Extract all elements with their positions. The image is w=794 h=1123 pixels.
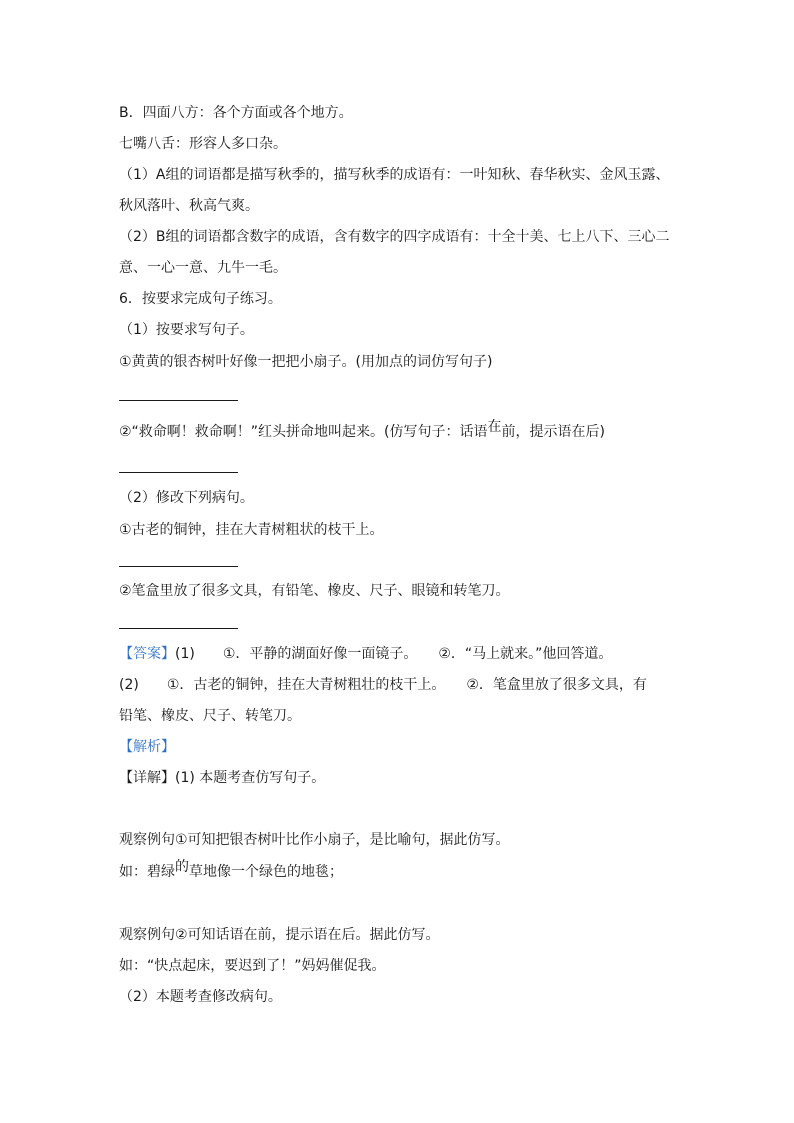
question-6-2-sentence-b: ②笔盒里放了很多文具，有铅笔、橡皮、尺子、眼镜和转笔刀。 [119,583,510,599]
answer-label: 【答案】 [119,646,175,662]
example-1-prefix: 如：碧绿 [119,864,175,880]
answer-blank-line [119,628,238,629]
observe-line-2: 观察例句②可知话语在前，提示语在后。据此仿写。 [119,927,440,943]
idiom-qizui-line: 七嘴八舌：形容人多口杂。 [119,136,287,152]
analysis-label: 【解析】 [119,739,175,755]
sentence-b-raised-char: 在 [487,419,502,435]
question-6-1-sentence-a: ①黄黄的银杏树叶好像一把把小扇子。(用加点的词仿写句子) [119,354,493,370]
observe-line-1: 观察例句①可知把银杏树叶比作小扇子，是比喻句，据此仿写。 [119,832,510,848]
question-6-part-2: （2）修改下列病句。 [119,490,254,506]
answer-blank-line [119,566,238,567]
answer-line-2: (2) ①．古老的铜钟，挂在大青树粗壮的枝干上。 ②．笔盒里放了很多文具，有 [119,677,647,693]
answer-line-3: 铅笔、橡皮、尺子、转笔刀。 [119,708,301,724]
answer-part-1: (1) ①．平静的湖面好像一面镜子。 ②．“马上就来。”他回答道。 [175,646,613,662]
example-line-2: 如：“快点起床，要迟到了！”妈妈催促我。 [119,958,386,974]
example-1-raised-char: 的 [175,859,189,875]
detail-line: 【详解】(1) 本题考查仿写句子。 [119,770,326,786]
question-6-title: 6．按要求完成句子练习。 [119,291,282,307]
sentence-b-prefix: ②“救命啊！救命啊！”红头拼命地叫起来。(仿写句子：话语 [119,424,488,440]
sentence-b-suffix: 前，提示语在后) [501,424,605,440]
question-6-1-sentence-b [119,419,605,442]
part-2-analysis-line: （2）本题考查修改病句。 [119,989,282,1005]
a-group-line-2: 秋风落叶、秋高气爽。 [119,198,259,214]
example-1-suffix: 草地像一个绿色的地毯； [189,864,343,880]
answer-blank-line [119,472,238,473]
b-group-line-2: 意、一心一意、九牛一毛。 [119,260,287,276]
answer-blank-line [119,400,238,401]
b-group-line-1: （2）B组的词语都含数字的成语，含有数字的四字成语有：十全十美、七上八下、三心二 [119,229,670,245]
question-6-part-1: （1）按要求写句子。 [119,322,254,338]
option-b-line: B．四面八方：各个方面或各个地方。 [119,105,353,121]
example-line-1 [119,859,343,882]
answer-line-1 [119,644,612,664]
question-6-2-sentence-a: ①古老的铜钟，挂在大青树粗状的枝干上。 [119,522,384,538]
a-group-line-1: （1）A组的词语都是描写秋季的，描写秋季的成语有：一叶知秋、春华秋实、金风玉露、 [119,167,670,183]
